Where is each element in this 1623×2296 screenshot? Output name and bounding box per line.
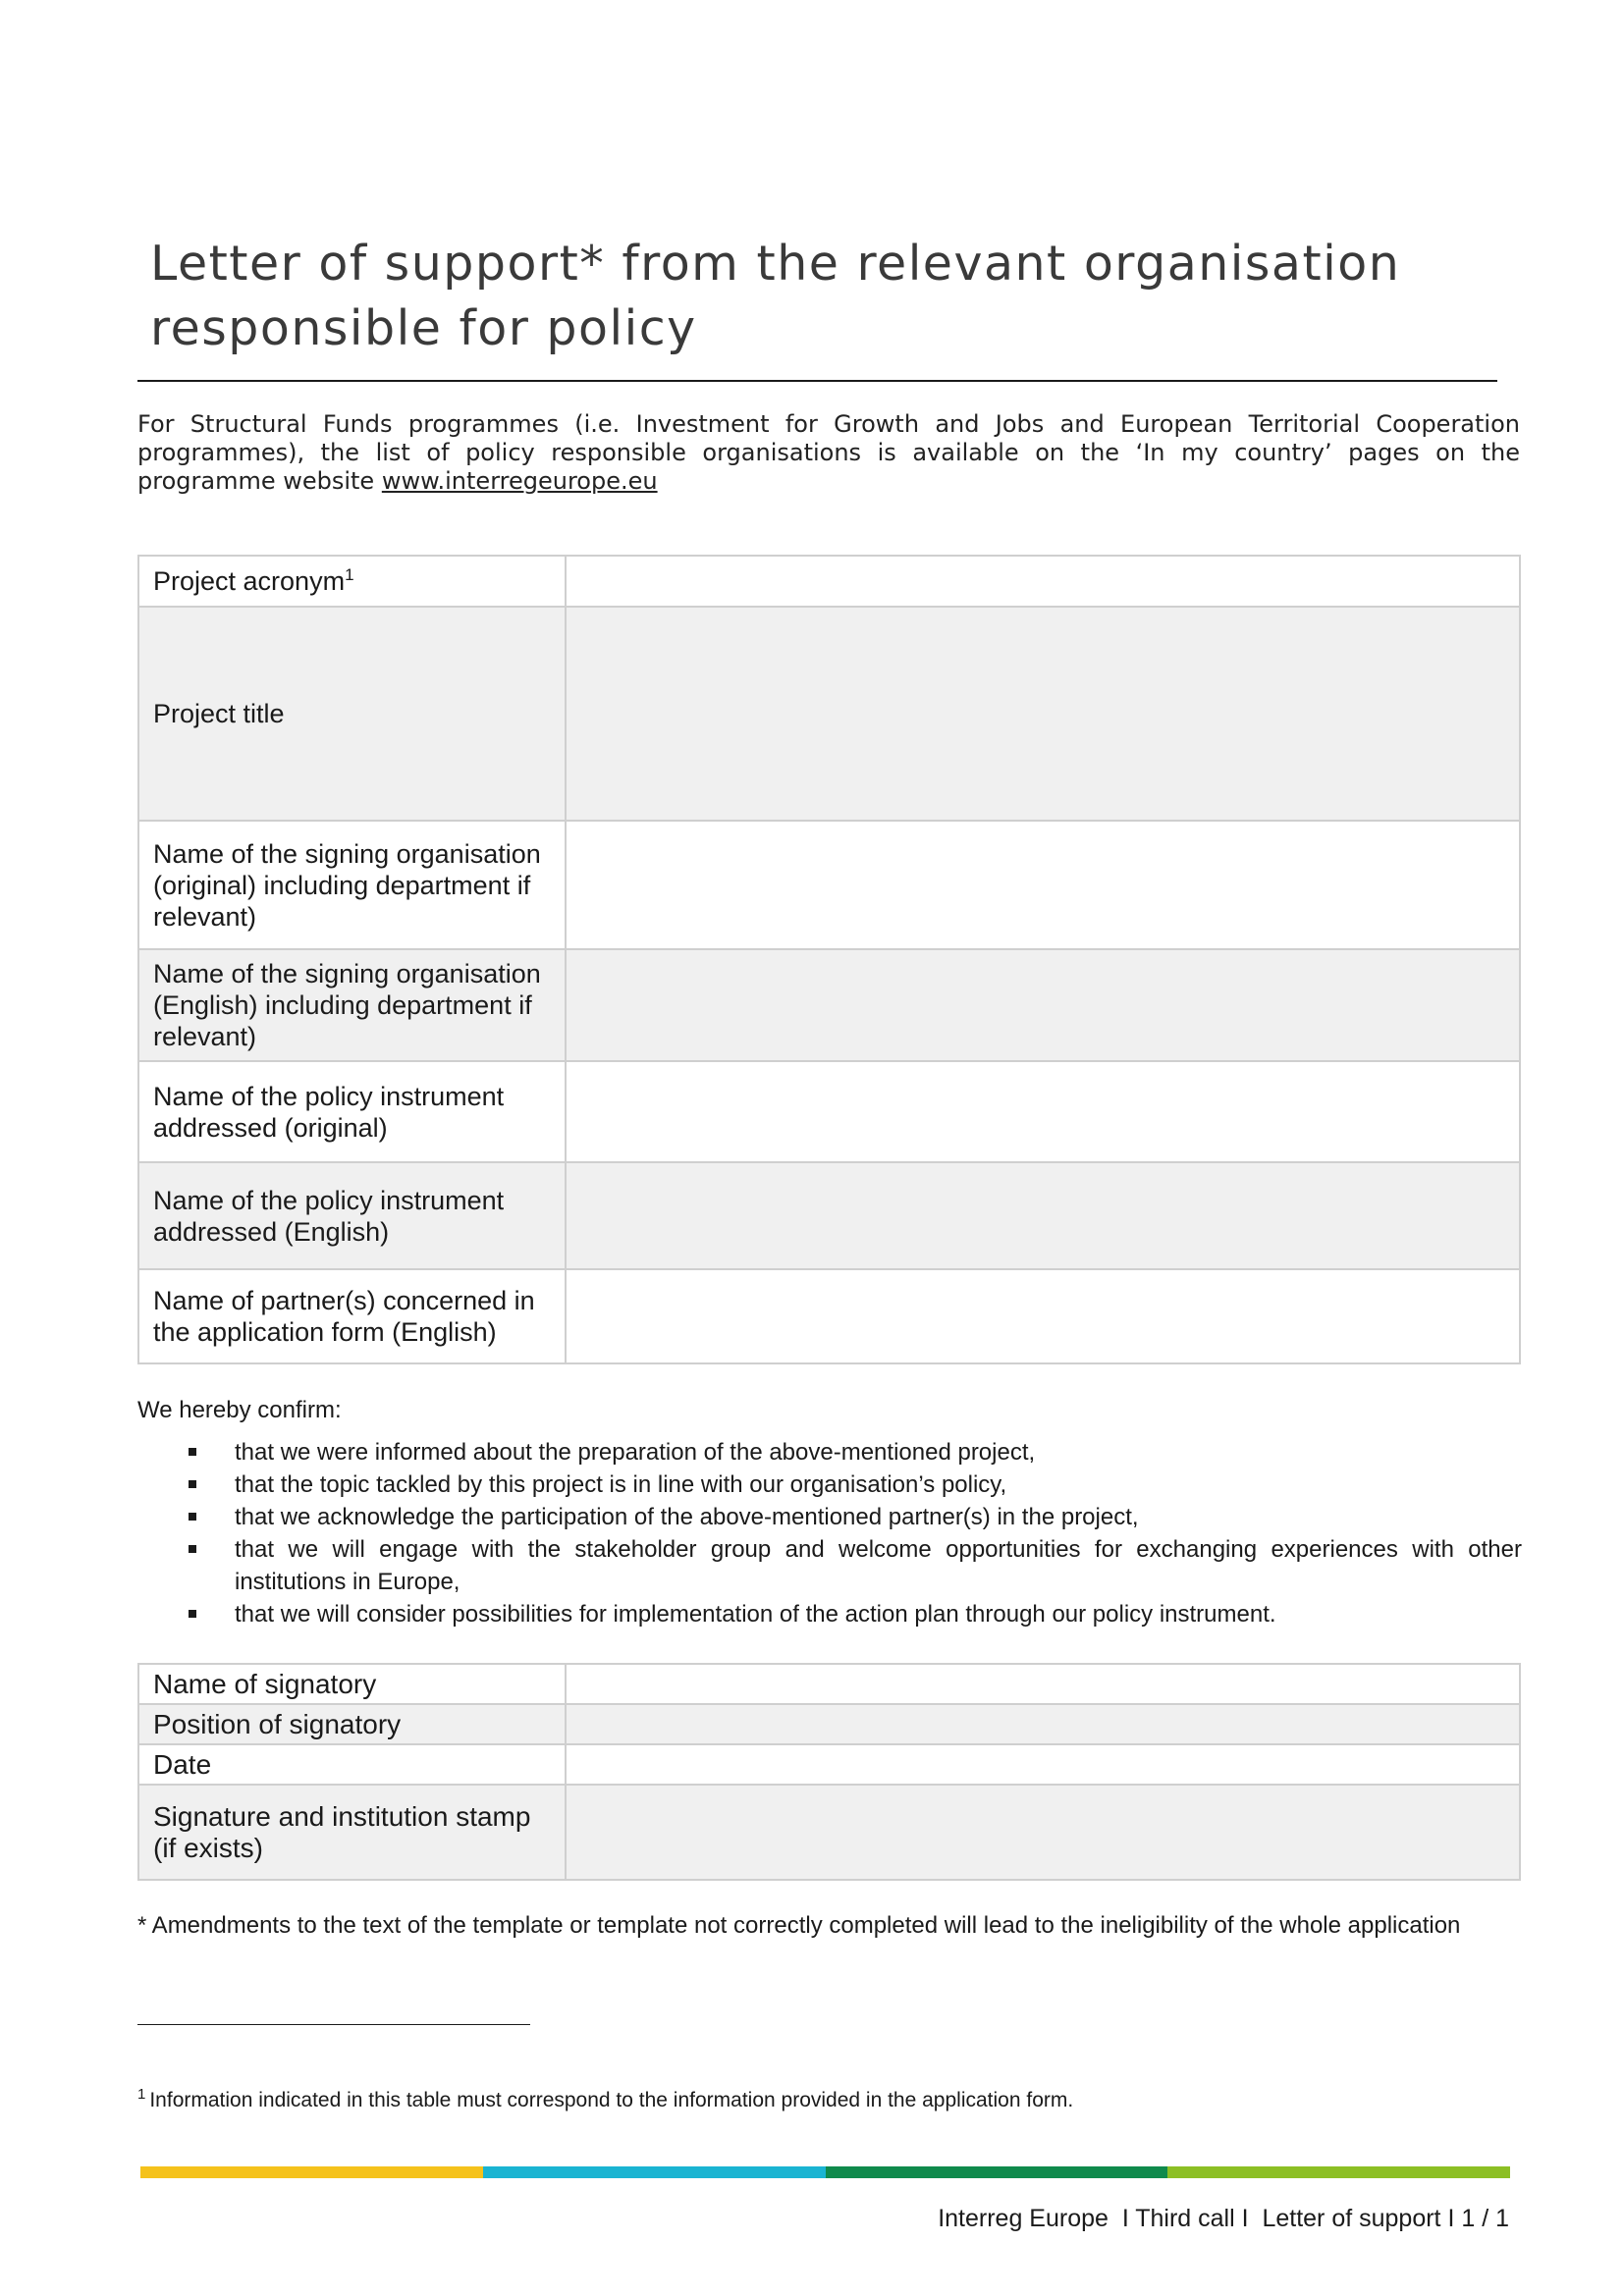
date-label: Date [138, 1744, 566, 1785]
partners-concerned-field[interactable] [566, 1269, 1520, 1363]
project-title-label: Project title [138, 607, 566, 821]
page-footer: Interreg Europe I Third call I Letter of support I 1 / 1 [938, 2205, 1509, 2232]
page-title: Letter of support* from the relevant organisation responsible for policy [150, 236, 1401, 356]
signatory-position-label: Position of signatory [138, 1704, 566, 1744]
bullet-icon [189, 1448, 196, 1456]
signatory-name-label: Name of signatory [138, 1664, 566, 1704]
project-title-field[interactable] [566, 607, 1520, 821]
table-row [138, 1704, 1520, 1744]
list-item: that we were informed about the preparation of the above-mentioned project, [137, 1436, 1522, 1468]
project-table [137, 555, 1521, 1364]
table-row [138, 949, 1520, 1061]
list-item: that we will consider possibilities for implementation of the action plan through our policy instrument. [137, 1598, 1522, 1630]
list-item: that the topic tackled by this project is in line with our organisation’s policy, [137, 1468, 1522, 1501]
signature-stamp-label: Signature and institution stamp (if exists) [138, 1785, 566, 1880]
signing-org-english-field[interactable] [566, 949, 1520, 1061]
confirmation-section [137, 1394, 1522, 1630]
footnote-text: Information indicated in this table must correspond to the information provided in the application form. [149, 2089, 1074, 2111]
bullet-icon [189, 1480, 196, 1488]
partners-concerned-label: Name of partner(s) concerned in the application form (English) [138, 1269, 566, 1363]
footnote-marker: 1 [137, 2086, 146, 2103]
table-row [138, 1269, 1520, 1363]
footnote-ref: 1 [345, 565, 354, 584]
programme-website-link[interactable]: www.interregeurope.eu [381, 467, 658, 495]
amendment-note: * Amendments to the text of the template or template not correctly completed will lead to the ineligibility of the whole application [137, 1912, 1461, 1939]
color-segment-lime [1167, 2166, 1510, 2178]
policy-instrument-original-field[interactable] [566, 1061, 1520, 1162]
table-row [138, 607, 1520, 821]
table-row [138, 1061, 1520, 1162]
title-divider [137, 380, 1497, 382]
confirmation-heading: We hereby confirm: [137, 1397, 342, 1423]
table-row [138, 821, 1520, 949]
list-item: that we acknowledge the participation of the above-mentioned partner(s) in the project, [137, 1501, 1522, 1533]
bullet-icon [189, 1545, 196, 1553]
footnote [137, 2081, 1512, 2114]
policy-instrument-english-label: Name of the policy instrument addressed (English) [138, 1162, 566, 1269]
intro-text: For Structural Funds programmes (i.e. Investment for Growth and Jobs and European Territorial Cooperation programmes), the list of policy responsible organisations is available on the ‘In my country’ pages on the programme website [137, 410, 1520, 495]
signing-org-original-label: Name of the signing organisation (original) including department if relevant) [138, 821, 566, 949]
bullet-icon [189, 1610, 196, 1618]
table-row [138, 1744, 1520, 1785]
date-field[interactable] [566, 1744, 1520, 1785]
footnote-divider [137, 2024, 530, 2025]
table-row [138, 556, 1520, 607]
intro-paragraph [137, 410, 1520, 496]
signatory-table [137, 1663, 1521, 1881]
project-acronym-field[interactable] [566, 556, 1520, 607]
confirmation-list [137, 1436, 1522, 1630]
project-acronym-label: Project acronym$^1$ [138, 556, 566, 607]
signatory-name-field[interactable] [566, 1664, 1520, 1704]
color-segment-yellow [140, 2166, 483, 2178]
table-row [138, 1785, 1520, 1880]
table-row [138, 1664, 1520, 1704]
signatory-position-field[interactable] [566, 1704, 1520, 1744]
policy-instrument-original-label: Name of the policy instrument addressed (original) [138, 1061, 566, 1162]
brand-color-bar [140, 2166, 1510, 2178]
signature-stamp-field[interactable] [566, 1785, 1520, 1880]
policy-instrument-english-field[interactable] [566, 1162, 1520, 1269]
color-segment-green [826, 2166, 1168, 2178]
signing-org-english-label: Name of the signing organisation (English) including department if relevant) [138, 949, 566, 1061]
signing-org-original-field[interactable] [566, 821, 1520, 949]
list-item: that we will engage with the stakeholder group and welcome opportunities for exchanging experiences with other institutions in Europe, [137, 1533, 1522, 1598]
bullet-icon [189, 1513, 196, 1521]
table-row [138, 1162, 1520, 1269]
color-segment-blue [483, 2166, 826, 2178]
